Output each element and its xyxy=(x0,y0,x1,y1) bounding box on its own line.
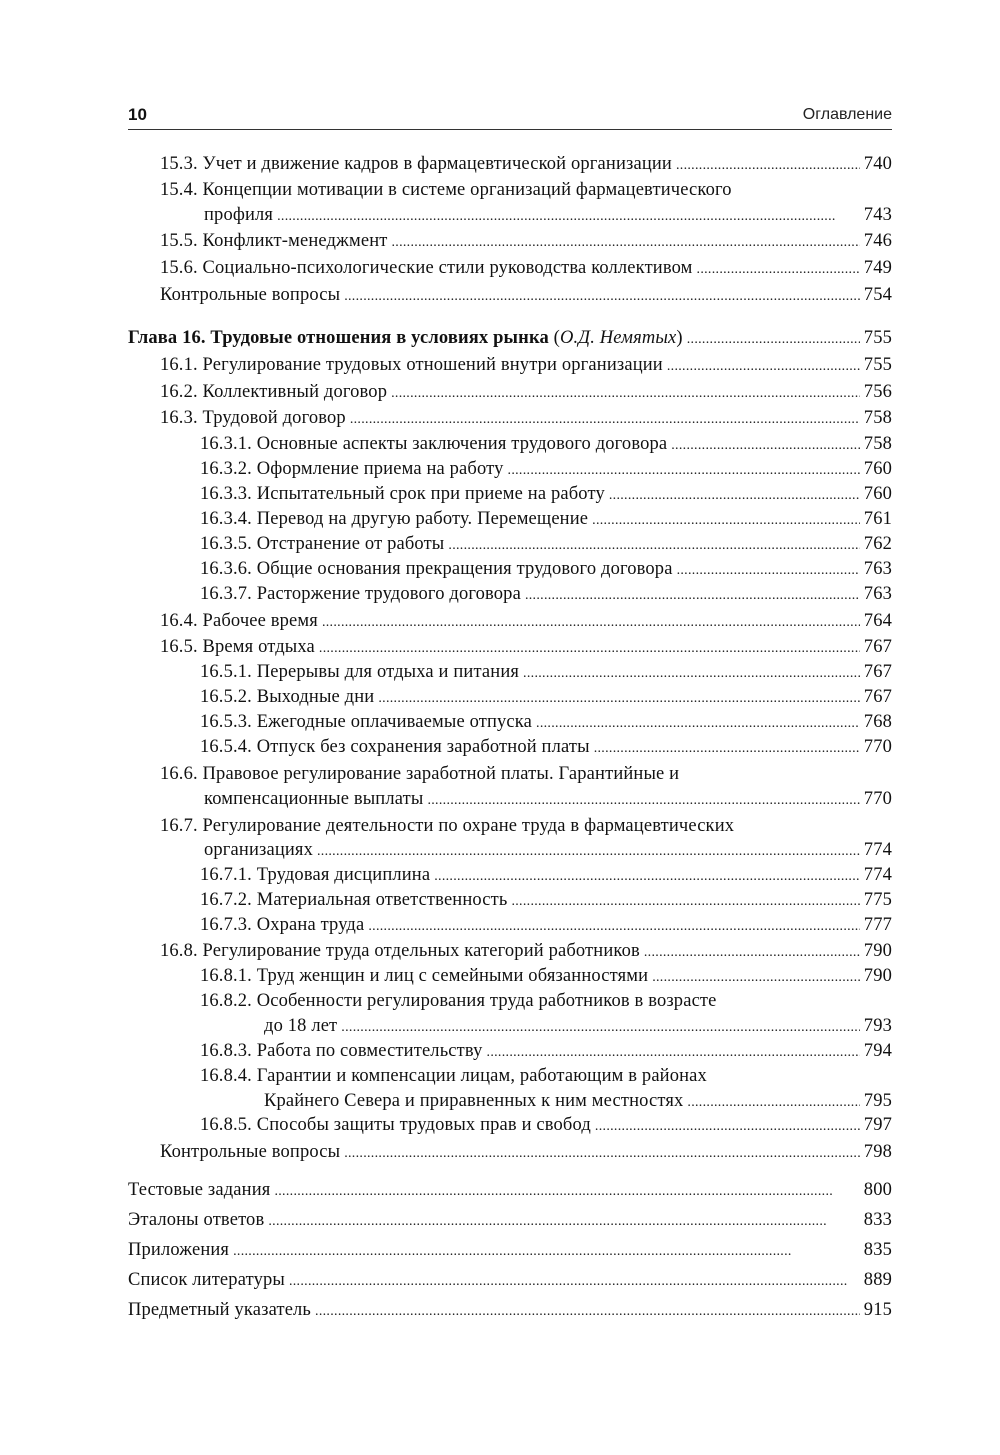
toc-title: Список литературы xyxy=(128,1270,285,1290)
toc-number: 16.7.3. xyxy=(200,915,252,935)
toc-page: 797 xyxy=(863,1115,892,1135)
leader-dots xyxy=(350,406,860,430)
toc-number: 16.6. xyxy=(160,764,198,784)
leader-dots xyxy=(667,353,860,377)
toc-entry-16-2[interactable] xyxy=(160,380,892,404)
toc-page: 763 xyxy=(863,559,892,579)
leader-dots xyxy=(317,838,860,862)
leader-dots xyxy=(644,939,860,963)
toc-entry-16-5-4[interactable] xyxy=(200,735,892,759)
toc-number: 16.5.1. xyxy=(200,662,252,682)
toc-title-line2: профиля xyxy=(204,205,274,225)
toc-page: 763 xyxy=(863,584,892,604)
toc-title: Охрана труда xyxy=(256,915,365,935)
toc-title: Время отдыха xyxy=(202,637,315,657)
toc-title: Учет и движение кадров в фармацевтической организации xyxy=(202,154,672,174)
toc-page: 749 xyxy=(863,258,892,278)
leader-dots xyxy=(344,283,860,307)
toc-page: 760 xyxy=(863,484,892,504)
toc-page: 755 xyxy=(863,328,892,348)
toc-entry-16-3-6[interactable] xyxy=(200,557,892,581)
leader-dots xyxy=(536,710,860,734)
toc-entry-tests[interactable] xyxy=(128,1178,892,1202)
toc-number: 16.1. xyxy=(160,355,198,375)
toc-number: 16.3. xyxy=(160,408,198,428)
toc-title: Труд женщин и лиц с семейными обязанностями xyxy=(256,966,649,986)
toc-title: Выходные дни xyxy=(256,687,375,707)
toc-page: 915 xyxy=(863,1300,892,1320)
toc-number: 16.8.4. xyxy=(200,1066,252,1086)
toc-title: Испытательный срок при приеме на работу xyxy=(256,484,605,504)
toc-title: Работа по совместительству xyxy=(256,1041,483,1061)
toc-title: Отстранение от работы xyxy=(256,534,445,554)
leader-dots xyxy=(268,1208,859,1232)
toc-number: 16.3.6. xyxy=(200,559,252,579)
leader-dots xyxy=(368,913,859,937)
toc-title: Эталоны ответов xyxy=(128,1210,265,1230)
toc-entry-literature[interactable] xyxy=(128,1268,892,1292)
toc-entry-16-5-2[interactable] xyxy=(200,685,892,709)
toc-entry-16-8-5[interactable] xyxy=(200,1113,892,1137)
toc-page: 774 xyxy=(863,865,892,885)
toc-entry-16-7-1[interactable] xyxy=(200,863,892,887)
toc-entry-16-7-3[interactable] xyxy=(200,913,892,937)
toc-title-line1: Регулирование деятельности по охране труда в фармацевтических xyxy=(202,816,735,836)
toc-title: Контрольные вопросы xyxy=(160,1142,341,1162)
toc-title: Предметный указатель xyxy=(128,1300,312,1320)
toc-page: 770 xyxy=(863,789,892,809)
toc-number: 16.8.2. xyxy=(200,991,252,1011)
leader-dots xyxy=(344,1140,860,1164)
leader-dots xyxy=(687,1089,859,1113)
leader-dots xyxy=(277,203,860,227)
toc-number: 16.7.2. xyxy=(200,890,252,910)
toc-entry-16-7-cont[interactable] xyxy=(204,838,892,862)
toc-number: 16.3.3. xyxy=(200,484,252,504)
toc-entry-15-4[interactable] xyxy=(160,178,732,202)
leader-dots xyxy=(525,582,860,606)
toc-page: 794 xyxy=(863,1041,892,1061)
toc-title-line1: Концепции мотивации в системе организаций фармацевтического xyxy=(202,180,732,200)
toc-page: 746 xyxy=(863,231,892,251)
toc-number: 16.3.2. xyxy=(200,459,252,479)
toc-title-line1: Гарантии и компенсации лицам, работающим в районах xyxy=(256,1066,707,1086)
toc-title: Приложения xyxy=(128,1240,230,1260)
toc-page: 790 xyxy=(863,941,892,961)
toc-entry-index[interactable] xyxy=(128,1298,892,1322)
leader-dots xyxy=(391,229,859,253)
toc-entry-16-3-4[interactable] xyxy=(200,507,892,531)
toc-page: 754 xyxy=(863,285,892,305)
toc-page: 798 xyxy=(863,1142,892,1162)
toc-entry-appendix[interactable] xyxy=(128,1238,892,1262)
toc-number: 16.8.1. xyxy=(200,966,252,986)
toc-title: Общие основания прекращения трудового договора xyxy=(256,559,673,579)
leader-dots xyxy=(274,1178,859,1202)
toc-page: 774 xyxy=(863,840,892,860)
toc-title: Коллективный договор xyxy=(202,382,388,402)
page-number: 10 xyxy=(128,105,147,124)
toc-number: 16.8.5. xyxy=(200,1115,252,1135)
toc-entry-16-1[interactable] xyxy=(160,353,892,377)
toc-entry-16-8-2-cont[interactable] xyxy=(264,1014,892,1038)
leader-dots xyxy=(378,685,859,709)
toc-entry-15-3[interactable] xyxy=(160,152,892,176)
toc-title: Контрольные вопросы xyxy=(160,285,341,305)
toc-entry-16-3-1[interactable] xyxy=(200,432,892,456)
toc-entry-16-5[interactable] xyxy=(160,635,892,659)
leader-dots xyxy=(434,863,860,887)
leader-dots xyxy=(594,735,860,759)
toc-title: Социально-психологические стили руководства коллективом xyxy=(202,258,693,278)
toc-page: 835 xyxy=(863,1240,892,1260)
toc-entry-15-5[interactable] xyxy=(160,229,892,253)
toc-entry-16-3-5[interactable] xyxy=(200,532,892,556)
toc-page: 790 xyxy=(863,966,892,986)
leader-dots xyxy=(341,1014,860,1038)
toc-title-line2: компенсационные выплаты xyxy=(204,789,424,809)
toc-number: 16.3.7. xyxy=(200,584,252,604)
toc-page: 758 xyxy=(863,408,892,428)
toc-page: 767 xyxy=(863,687,892,707)
toc-title-line2: Крайнего Севера и приравненных к ним местностях xyxy=(264,1091,684,1111)
toc-page: 760 xyxy=(863,459,892,479)
toc-page: 767 xyxy=(863,662,892,682)
toc-page: 770 xyxy=(863,737,892,757)
toc-title: Материальная ответственность xyxy=(256,890,508,910)
toc-entry-16-4[interactable] xyxy=(160,609,892,633)
toc-entry-16-5-1[interactable] xyxy=(200,660,892,684)
toc-page: 833 xyxy=(863,1210,892,1230)
toc-entry-16-5-3[interactable] xyxy=(200,710,892,734)
toc-title: Регулирование труда отдельных категорий работников xyxy=(202,941,640,961)
leader-dots xyxy=(671,432,860,456)
toc-entry-16-8-1[interactable] xyxy=(200,964,892,988)
leader-dots xyxy=(448,532,859,556)
toc-entry-16-6[interactable] xyxy=(160,762,679,786)
leader-dots xyxy=(677,557,860,581)
toc-number: 16.5.3. xyxy=(200,712,252,732)
toc-number: 16.5.4. xyxy=(200,737,252,757)
toc-page: 889 xyxy=(863,1270,892,1290)
leader-dots xyxy=(523,660,860,684)
toc-entry-answers[interactable] xyxy=(128,1208,892,1232)
toc-title: Оформление приема на работу xyxy=(256,459,504,479)
leader-dots xyxy=(322,609,860,633)
leader-dots xyxy=(687,326,860,350)
toc-title: Трудовой договор xyxy=(202,408,346,428)
toc-title: Основные аспекты заключения трудового договора xyxy=(256,434,668,454)
leader-dots xyxy=(511,888,859,912)
toc-title-line2: до 18 лет xyxy=(264,1016,338,1036)
toc-entry-16-8-3[interactable] xyxy=(200,1039,892,1063)
leader-dots xyxy=(391,380,860,404)
toc-page: 768 xyxy=(863,712,892,732)
toc-entry-chapter-16[interactable] xyxy=(128,326,892,350)
toc-number: 15.6. xyxy=(160,258,198,278)
toc-entry-questions-15[interactable] xyxy=(160,283,892,307)
toc-page: 762 xyxy=(863,534,892,554)
toc-number: 16.2. xyxy=(160,382,198,402)
leader-dots xyxy=(319,635,860,659)
leader-dots xyxy=(592,507,860,531)
toc-page: 758 xyxy=(863,434,892,454)
toc-number: 16.8. xyxy=(160,941,198,961)
toc-page: 755 xyxy=(863,355,892,375)
running-title: Оглавление xyxy=(802,106,892,123)
leader-dots xyxy=(697,256,860,280)
leader-dots xyxy=(289,1268,860,1292)
toc-page: 761 xyxy=(863,509,892,529)
toc-number: 15.3. xyxy=(160,154,198,174)
toc-number: 16.5.2. xyxy=(200,687,252,707)
leader-dots xyxy=(427,787,859,811)
toc-entry-16-8-2[interactable] xyxy=(200,989,717,1013)
toc-entry-16-7[interactable] xyxy=(160,814,734,838)
leader-dots xyxy=(508,457,860,481)
toc-number: 16.7. xyxy=(160,816,198,836)
leader-dots xyxy=(595,1113,860,1137)
leader-dots xyxy=(652,964,860,988)
toc-number: 15.4. xyxy=(160,180,198,200)
toc-title: Перерывы для отдыха и питания xyxy=(256,662,520,682)
toc-number: 16.5. xyxy=(160,637,198,657)
toc-title: Расторжение трудового договора xyxy=(256,584,521,604)
toc-page: 740 xyxy=(863,154,892,174)
toc-page: 764 xyxy=(863,611,892,631)
toc-entry-16-8-4[interactable] xyxy=(200,1064,707,1088)
toc-entry-16-8[interactable] xyxy=(160,939,892,963)
toc-page: 777 xyxy=(863,915,892,935)
toc-title: Конфликт-менеджмент xyxy=(202,231,388,251)
toc-entry-16-3-3[interactable] xyxy=(200,482,892,506)
chapter-title: Глава 16. Трудовые отношения в условиях рынка xyxy=(128,328,549,348)
leader-dots xyxy=(233,1238,860,1262)
toc-title-line1: Правовое регулирование заработной платы. Гарантийные и xyxy=(202,764,680,784)
leader-dots xyxy=(315,1298,860,1322)
toc-entry-16-3-7[interactable] xyxy=(200,582,892,606)
toc-title: Рабочее время xyxy=(202,611,318,631)
toc-number: 16.3.4. xyxy=(200,509,252,529)
toc-title: Способы защиты трудовых прав и свобод xyxy=(256,1115,591,1135)
toc-title: Регулирование трудовых отношений внутри организации xyxy=(202,355,663,375)
leader-dots xyxy=(487,1039,860,1063)
toc-title-line1: Особенности регулирования труда работников в возрасте xyxy=(256,991,717,1011)
toc-entry-questions-16[interactable] xyxy=(160,1140,892,1164)
chapter-close-paren: ) xyxy=(676,328,683,348)
toc-entry-16-8-4-cont[interactable] xyxy=(264,1089,892,1113)
toc-entry-16-3[interactable] xyxy=(160,406,892,430)
toc-number: 16.3.5. xyxy=(200,534,252,554)
toc-title: Тестовые задания xyxy=(128,1180,271,1200)
toc-number: 16.8.3. xyxy=(200,1041,252,1061)
toc-title-line2: организациях xyxy=(204,840,313,860)
toc-entry-15-6[interactable] xyxy=(160,256,892,280)
toc-page: 767 xyxy=(863,637,892,657)
toc-entry-16-7-2[interactable] xyxy=(200,888,892,912)
toc-title: Перевод на другую работу. Перемещение xyxy=(256,509,589,529)
toc-page: 800 xyxy=(863,1180,892,1200)
leader-dots xyxy=(676,152,860,176)
toc-page: 793 xyxy=(863,1016,892,1036)
toc-number: 16.7.1. xyxy=(200,865,252,885)
toc-number: 16.4. xyxy=(160,611,198,631)
toc-page: 775 xyxy=(863,890,892,910)
toc-title: Трудовая дисциплина xyxy=(256,865,431,885)
chapter-author: О.Д. Немятых xyxy=(559,328,677,348)
toc-entry-16-3-2[interactable] xyxy=(200,457,892,481)
toc-page: 756 xyxy=(863,382,892,402)
toc-entry-15-4-cont[interactable] xyxy=(204,203,892,227)
toc-number: 16.3.1. xyxy=(200,434,252,454)
toc-page: 743 xyxy=(863,205,892,225)
leader-dots xyxy=(609,482,860,506)
toc-title: Ежегодные оплачиваемые отпуска xyxy=(256,712,533,732)
chapter-open-paren: ( xyxy=(548,328,560,348)
toc-title: Отпуск без сохранения заработной платы xyxy=(256,737,590,757)
toc-number: 15.5. xyxy=(160,231,198,251)
toc-entry-16-6-cont[interactable] xyxy=(204,787,892,811)
toc-page: 795 xyxy=(863,1091,892,1111)
